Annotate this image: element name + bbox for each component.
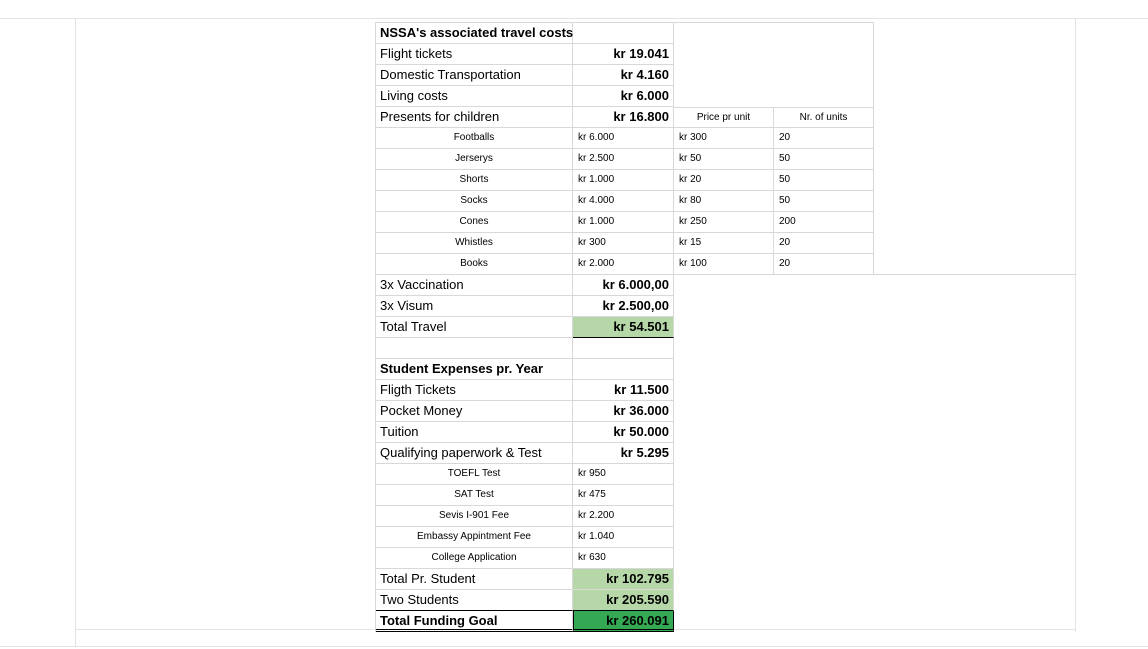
cell-unit-price[interactable]: kr 100 xyxy=(674,254,774,275)
cell-label[interactable]: Student Expenses pr. Year xyxy=(376,359,573,380)
cell-label[interactable]: Qualifying paperwork & Test xyxy=(376,443,573,464)
cell-amount[interactable]: kr 6.000 xyxy=(573,86,674,107)
cell-amount[interactable]: kr 300 xyxy=(573,233,674,254)
cell-amount[interactable]: kr 205.590 xyxy=(573,590,674,611)
cell-amount[interactable]: kr 50.000 xyxy=(573,422,674,443)
cell-unit-count[interactable]: 200 xyxy=(774,212,874,233)
table-row xyxy=(376,296,675,317)
cell-amount[interactable]: kr 4.160 xyxy=(573,65,674,86)
table-row xyxy=(376,569,675,590)
unit-price-header[interactable]: Price pr unit xyxy=(674,107,774,128)
cell-unit-count[interactable]: 50 xyxy=(774,191,874,212)
cell-amount[interactable]: kr 4.000 xyxy=(573,191,674,212)
cell-unit-count[interactable]: 20 xyxy=(774,233,874,254)
table-row xyxy=(376,527,675,548)
cell-amount[interactable]: kr 475 xyxy=(573,485,674,506)
cell-amount[interactable]: kr 36.000 xyxy=(573,401,674,422)
cell-label[interactable]: Sevis I-901 Fee xyxy=(376,506,573,527)
cell-label[interactable]: Total Funding Goal xyxy=(376,611,573,632)
cell-unit-price[interactable]: kr 250 xyxy=(674,212,774,233)
cell-label[interactable]: Flight tickets xyxy=(376,44,573,65)
table-row xyxy=(376,443,675,464)
table-row xyxy=(376,107,848,128)
gridline-bottom xyxy=(0,646,1148,647)
cell-amount[interactable] xyxy=(573,338,674,359)
cell-label[interactable]: Two Students xyxy=(376,590,573,611)
gridline-right-vertical xyxy=(1075,18,1076,632)
cell-label[interactable]: Tuition xyxy=(376,422,573,443)
cell-amount[interactable]: kr 2.000 xyxy=(573,254,674,275)
expenses-table xyxy=(375,22,848,632)
cell-label[interactable]: Socks xyxy=(376,191,573,212)
table-row xyxy=(376,275,675,296)
gridline-top xyxy=(0,18,1148,19)
cell-amount[interactable]: kr 54.501 xyxy=(573,317,674,338)
cell-unit-count[interactable]: 50 xyxy=(774,170,874,191)
table-row xyxy=(376,254,791,275)
table-row xyxy=(376,170,791,191)
cell-label[interactable]: Domestic Transportation xyxy=(376,65,573,86)
table-row xyxy=(376,485,675,506)
table-row xyxy=(376,464,675,485)
cell-label[interactable]: 3x Vaccination xyxy=(376,275,573,296)
cell-unit-price[interactable]: kr 50 xyxy=(674,149,774,170)
cell-label[interactable]: Cones xyxy=(376,212,573,233)
cell-unit-price[interactable]: kr 15 xyxy=(674,233,774,254)
cell-label[interactable]: Embassy Appintment Fee xyxy=(376,527,573,548)
table-row xyxy=(376,191,791,212)
unit-count-header[interactable]: Nr. of units xyxy=(774,107,874,128)
cell-label[interactable]: Living costs xyxy=(376,86,573,107)
table-row xyxy=(376,548,675,569)
cell-label[interactable]: College Application xyxy=(376,548,573,569)
gridline-right-region-bottom xyxy=(873,274,1076,275)
cell-unit-price[interactable]: kr 20 xyxy=(674,170,774,191)
cell-amount[interactable]: kr 1.000 xyxy=(573,212,674,233)
cell-unit-count[interactable]: 20 xyxy=(774,254,874,275)
cell-label[interactable]: SAT Test xyxy=(376,485,573,506)
cell-amount[interactable]: kr 5.295 xyxy=(573,443,674,464)
gridline-left-vertical xyxy=(75,18,76,647)
table-row xyxy=(376,317,675,338)
cell-label[interactable]: 3x Visum xyxy=(376,296,573,317)
cell-unit-count[interactable]: 50 xyxy=(774,149,874,170)
cell-amount[interactable]: kr 2.200 xyxy=(573,506,674,527)
cell-label[interactable]: Presents for children xyxy=(376,107,573,128)
table-row xyxy=(376,65,675,86)
table-row xyxy=(376,86,675,107)
cell-amount[interactable]: kr 1.000 xyxy=(573,170,674,191)
table-row xyxy=(376,611,675,632)
cell-label[interactable]: Total Travel xyxy=(376,317,573,338)
table-row xyxy=(376,212,796,233)
cell-label[interactable] xyxy=(376,338,573,359)
cell-label[interactable]: TOEFL Test xyxy=(376,464,573,485)
cell-amount[interactable]: kr 260.091 xyxy=(573,611,674,632)
table-row xyxy=(376,149,791,170)
table-row xyxy=(376,233,791,254)
cell-label[interactable]: Books xyxy=(376,254,573,275)
cell-amount[interactable]: kr 19.041 xyxy=(573,44,674,65)
cell-amount[interactable]: kr 6.000 xyxy=(573,128,674,149)
cell-amount[interactable]: kr 2.500 xyxy=(573,149,674,170)
cell-amount[interactable]: kr 102.795 xyxy=(573,569,674,590)
table-row xyxy=(376,590,675,611)
cell-label[interactable]: Jerserys xyxy=(376,149,573,170)
cell-unit-price[interactable]: kr 80 xyxy=(674,191,774,212)
cell-label[interactable]: Shorts xyxy=(376,170,573,191)
table-row xyxy=(376,23,675,44)
cell-amount[interactable]: kr 2.500,00 xyxy=(573,296,674,317)
table-row xyxy=(376,422,675,443)
cell-amount[interactable]: kr 6.000,00 xyxy=(573,275,674,296)
cell-unit-price[interactable]: kr 300 xyxy=(674,128,774,149)
cell-label[interactable]: NSSA's associated travel costs xyxy=(376,23,573,44)
table-row xyxy=(376,44,675,65)
cell-label[interactable]: Total Pr. Student xyxy=(376,569,573,590)
cell-amount[interactable]: kr 11.500 xyxy=(573,380,674,401)
cell-amount[interactable]: kr 1.040 xyxy=(573,527,674,548)
cell-amount[interactable] xyxy=(573,23,674,44)
cell-label[interactable]: Fligth Tickets xyxy=(376,380,573,401)
cell-amount[interactable]: kr 950 xyxy=(573,464,674,485)
table-row xyxy=(376,380,675,401)
cell-amount[interactable]: kr 630 xyxy=(573,548,674,569)
table-row xyxy=(376,128,791,149)
cell-label[interactable]: Whistles xyxy=(376,233,573,254)
cell-amount[interactable] xyxy=(573,359,674,380)
cell-unit-count[interactable]: 20 xyxy=(774,128,874,149)
cell-label[interactable]: Pocket Money xyxy=(376,401,573,422)
gridline-top-segment xyxy=(673,22,874,23)
table-row xyxy=(376,359,675,380)
cell-amount[interactable]: kr 16.800 xyxy=(573,107,674,128)
table-row xyxy=(376,401,675,422)
table-row xyxy=(376,338,675,359)
table-row xyxy=(376,506,675,527)
cell-label[interactable]: Footballs xyxy=(376,128,573,149)
